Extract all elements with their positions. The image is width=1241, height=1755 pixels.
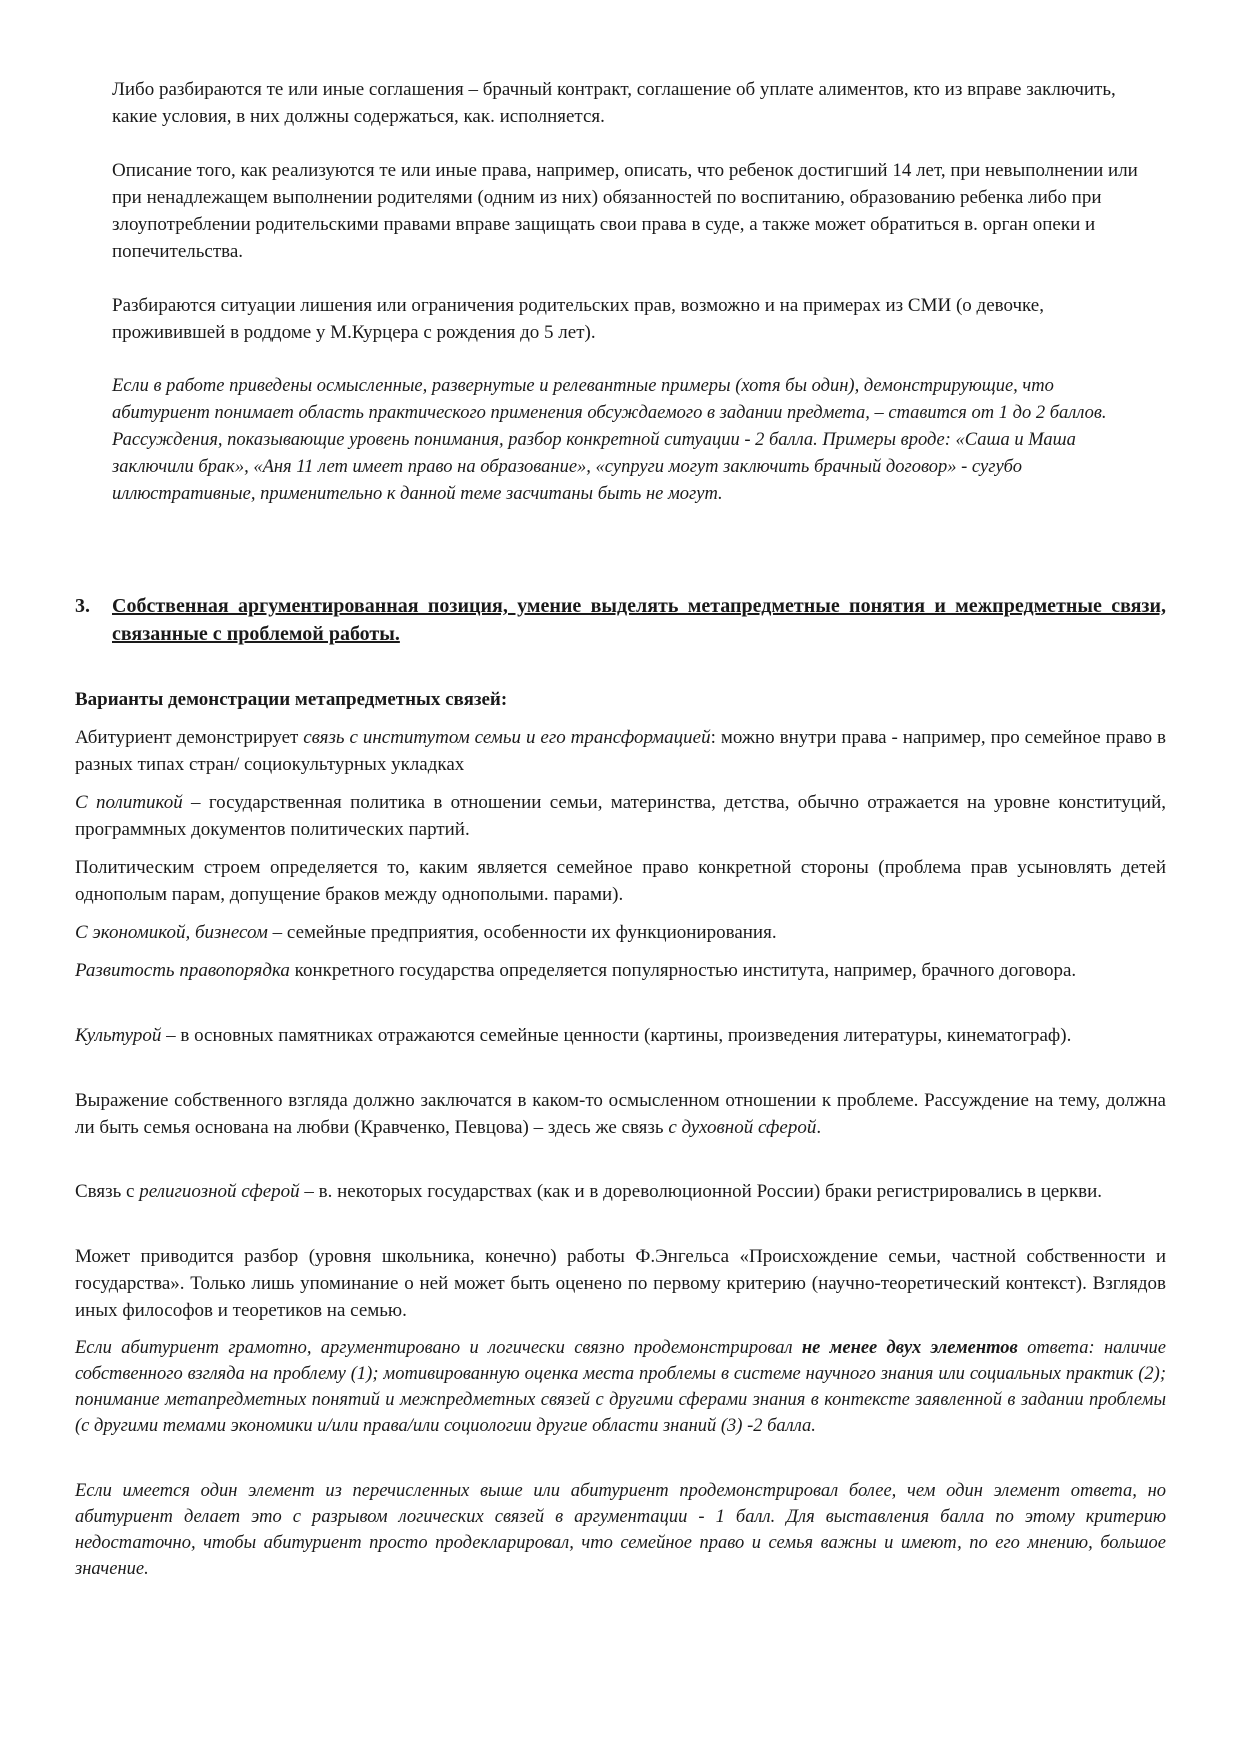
criterion-one-point: Если имеется один элемент из перечисленных выше или абитуриент продемонстрировал более, чем один элемент ответа, но абитуриент делает это с разрывом логических связей в аргументации - 1 балл. Для выставления балла по этому критерию недостаточно, чтобы абитуриент просто продекларировал, что семейное право и семья важны и имеют, по его мнению, большое значение. — [75, 1481, 1166, 1579]
text-segment: Абитуриент демонстрирует — [75, 727, 304, 748]
section-number: 3. — [75, 595, 90, 617]
strong-emphasis: не менее двух элементов — [801, 1338, 1018, 1358]
variant-economics — [75, 919, 1166, 946]
emphasis: Развитость правопорядка — [75, 960, 290, 981]
text-segment: Если абитуриент грамотно, аргументировано и логически связно продемонстрировал — [75, 1338, 802, 1358]
emphasis: Культурой — [75, 1025, 162, 1046]
text-segment: Связь с — [75, 1181, 140, 1202]
variant-religion — [75, 1178, 1166, 1205]
criterion-examples-note: Если в работе приведены осмысленные, развернутые и релевантные примеры (хотя бы один), демонстрирующие, что абитуриент понимает область практического применения обсуждаемого в задании предмета, – ставится от 1 до 2 баллов. Рассуждения, показывающие уровень понимания, разбор конкретной ситуации - 2 балла. Примеры вроде: «Саша и Маша заключили брак», «Аня 11 лет имеет право на образование», «супруги могут заключить брачный договор» - сугубо иллюстративные, применительно к данной теме засчитаны быть не могут. — [112, 376, 1107, 504]
paragraph-rights-description: Описание того, как реализуются те или иные права, например, описать, что ребенок достигший 14 лет, при невыполнении или при ненадлежащем выполнении родителями (одним из них) обязанностей по воспитанию, образованию ребенка либо при злоупотреблении родительскими правами вправе защищать свои права в суде, а также может обратиться в. орган опеки и попечительства. — [112, 160, 1138, 262]
emphasis: с духовной сферой — [668, 1117, 817, 1138]
variants-heading: Варианты демонстрации метапредметных связей: — [75, 689, 508, 710]
text-segment: Выражение собственного взгляда должно заключатся в каком-то осмысленном отношении к проблеме. Рассуждение на тему, должна ли быть семья основана на любви (Кравченко, Певцова) – здесь же связь — [75, 1090, 1166, 1138]
emphasis: связь с институтом семьи и его трансформацией — [303, 727, 711, 748]
text-segment: : можно внутри права - например, про семейное право в разных типах стран/ социокультурных укладках — [75, 727, 1166, 775]
section-title: Собственная аргументированная позиция, умение выделять метапредметные понятия и межпредметные связи, связанные с проблемой работы. — [112, 595, 1166, 645]
text-segment: конкретного государства определяется популярностью института, например, брачного договора. — [289, 960, 1077, 981]
emphasis: С политикой — [75, 792, 183, 813]
variant-political-system: Политическим строем определяется то, каким является семейное право конкретной стороны (проблема прав усыновлять детей однополым парам, допущение браков между однополыми. парами). — [75, 857, 1166, 905]
criterion-two-points — [75, 1335, 1166, 1439]
text-segment: – в основных памятниках отражаются семейные ценности (картины, произведения литературы, кинематограф). — [161, 1025, 1072, 1046]
emphasis: С экономикой, бизнесом — [75, 922, 268, 943]
variant-politics — [75, 789, 1166, 843]
text-segment: . — [816, 1117, 822, 1138]
variant-engels: Может приводится разбор (уровня школьника, конечно) работы Ф.Энгельса «Происхождение семьи, частной собственности и государства». Только лишь упоминание о ней может быть оценено по первому критерию (научно-теоретический контекст). Взглядов иных философов и теоретиков на семью. — [75, 1246, 1166, 1321]
variant-own-view — [75, 1087, 1166, 1141]
text-segment: – семейные предприятия, особенности их функционирования. — [267, 922, 777, 943]
variant-culture — [75, 1022, 1166, 1049]
text-segment: ответа: наличие собственного взгляда на проблему (1); мотивированную оценка места проблемы в системе научного знания или социальных практик (2); понимание метапредметных понятий и межпредметных связей с другими сферами знания в контексте заявленной в задании проблемы (с другими темами экономики и/или права/или социологии другие области знаний (3) -2 балла. — [75, 1338, 1166, 1436]
text-segment: – государственная политика в отношении семьи, материнства, детства, обычно отражается на уровне конституций, программных документов политических партий. — [75, 792, 1166, 840]
emphasis: религиозной сферой — [139, 1181, 300, 1202]
text-segment: – в. некоторых государствах (как и в дореволюционной России) браки регистрировались в церкви. — [299, 1181, 1102, 1202]
variant-law-order — [75, 957, 1166, 984]
paragraph-parental-rights: Разбираются ситуации лишения или ограничения родительских прав, возможно и на примерах из СМИ (о девочке, проживившей в роддоме у М.Курцера с рождения до 5 лет). — [112, 295, 1044, 343]
variant-family-institute — [75, 724, 1166, 778]
paragraph-agreements: Либо разбираются те или иные соглашения – брачный контракт, соглашение об уплате алиментов, кто из вправе заключить, какие условия, в них должны содержаться, как. исполняется. — [112, 79, 1116, 127]
